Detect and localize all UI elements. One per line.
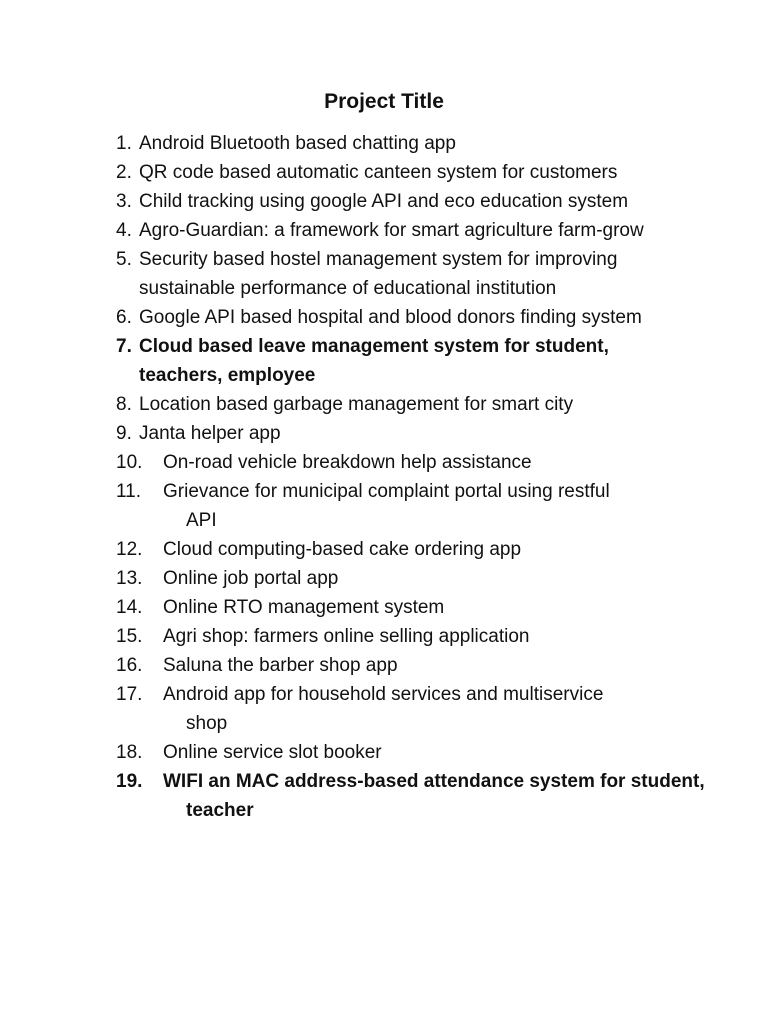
item-text: Janta helper app [139,423,281,444]
project-list [116,129,705,825]
list-item [116,477,636,535]
item-text: Agro-Guardian: a framework for smart agriculture farm-grow [139,220,644,241]
item-number: 14. [116,597,143,618]
item-text: Google API based hospital and blood donors finding system [139,307,642,328]
list-item [116,129,696,158]
item-number: 19. [116,771,143,792]
item-text: Online job portal app [163,568,339,589]
list-item [116,564,696,593]
item-number: 11. [116,481,142,502]
item-text: Cloud computing-based cake ordering app [163,539,522,560]
list-item-highlighted [116,767,726,825]
item-text: On-road vehicle breakdown help assistance [163,452,532,473]
item-number: 6. [116,307,132,328]
item-number: 15. [116,626,143,647]
item-text: Online service slot booker [163,742,382,763]
item-number: 17. [116,684,143,705]
list-item [116,535,696,564]
item-text: Saluna the barber shop app [163,655,398,676]
list-item [116,593,696,622]
item-text: Android app for household services and multiservice shop [163,684,604,734]
item-text: Child tracking using google API and eco education system [139,191,629,212]
list-item [116,303,659,332]
list-item [116,245,649,303]
list-item [116,390,696,419]
item-number: 16. [116,655,143,676]
item-text: Security based hostel management system for improving sustainable performance of educational institution [139,249,618,299]
list-item [116,448,696,477]
list-item [116,680,646,738]
item-text: Android Bluetooth based chatting app [139,133,456,154]
list-item [116,187,639,216]
list-item [116,651,696,680]
item-text: Location based garbage management for smart city [139,394,574,415]
item-text: Cloud based leave management system for student, teachers, employee [139,336,609,386]
item-number: 13. [116,568,143,589]
list-item [116,158,696,187]
item-number: 1. [116,133,132,154]
item-number: 2. [116,162,132,183]
item-number: 10. [116,452,143,473]
list-item [116,738,696,767]
item-text: Grievance for municipal complaint portal using restful API [163,481,610,531]
item-text: Online RTO management system [163,597,445,618]
list-item [116,419,696,448]
item-text: QR code based automatic canteen system for customers [139,162,618,183]
item-number: 4. [116,220,132,241]
item-text: WIFI an MAC address-based attendance system for student, teacher [163,771,705,821]
item-number: 3. [116,191,132,212]
list-item [116,216,699,245]
item-number: 7. [116,336,132,357]
page-title: Project Title [324,90,444,113]
list-item [116,622,696,651]
list-item-highlighted [116,332,674,390]
item-number: 8. [116,394,132,415]
item-text: Agri shop: farmers online selling application [163,626,530,647]
item-number: 9. [116,423,132,444]
item-number: 12. [116,539,143,560]
item-number: 5. [116,249,132,270]
item-number: 18. [116,742,143,763]
